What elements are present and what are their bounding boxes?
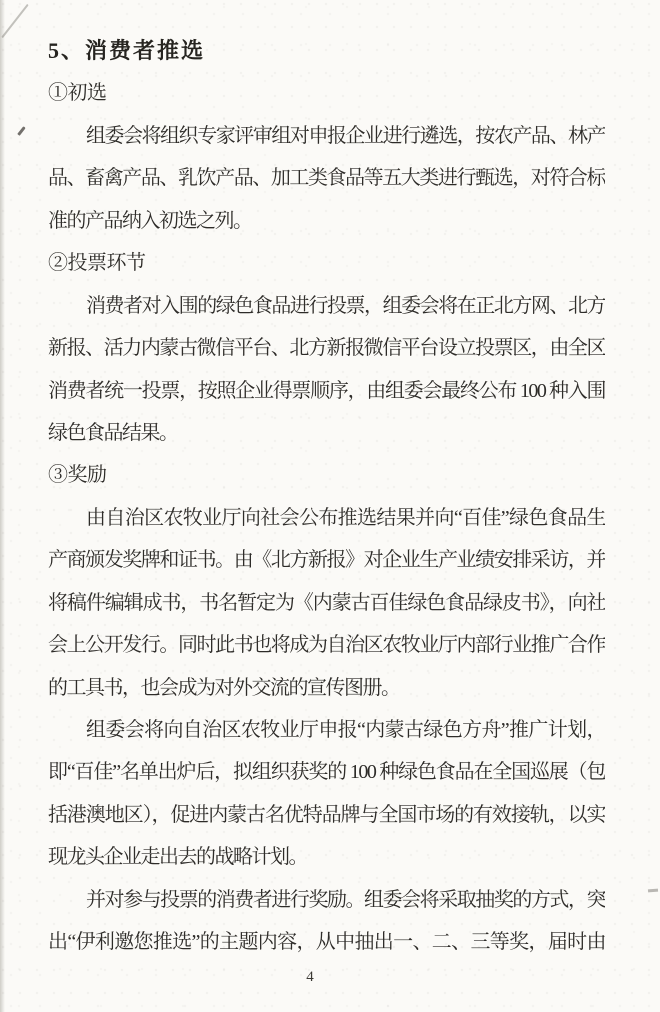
paragraph-line: 的工具书，也会成为对外交流的宣传图册。 <box>48 676 400 699</box>
section-heading: 5、消费者推选 <box>48 38 206 63</box>
paragraph-line: 产商颁发奖牌和证书。由《北方新报》对企业生产业绩安排采访，并 <box>48 549 605 572</box>
paragraph-line: 出“伊利邀您推选”的主题内容，从中抽出一、二、三等奖，届时由 <box>48 931 605 954</box>
paragraph-line: 消费者对入围的绿色食品进行投票，组委会将在正北方网、北方 <box>86 294 605 317</box>
stray-pen-mark <box>17 126 26 136</box>
paragraph-line: 由自治区农牧业厅向社会公布推选结果并向“百佳”绿色食品生 <box>86 506 605 529</box>
paragraph-line: 组委会将向自治区农牧业厅申报“内蒙古绿色方舟”推广计划， <box>86 719 605 741</box>
paragraph-line: 品、畜禽产品、乳饮产品、加工类食品等五大类进行甄选，对符合标 <box>48 167 605 190</box>
paragraph-line: 即“百佳”名单出炉后，拟组织获奖的 100 种绿色食品在全国巡展（包 <box>48 761 605 784</box>
subsection-label-3-awards: ③奖励 <box>48 464 107 487</box>
page-number: 4 <box>306 969 314 985</box>
paragraph-line: 组委会将组织专家评审组对申报企业进行遴选，按农产品、林产 <box>86 124 605 147</box>
scan-right-edge-artifact <box>648 889 658 893</box>
paragraph-line: 绿色食品结果。 <box>48 421 178 444</box>
paragraph-line: 将稿件编辑成书，书名暂定为《内蒙古百佳绿色食品绿皮书》，向社 <box>48 591 605 614</box>
paragraph-line: 新报、活力内蒙古微信平台、北方新报微信平台设立投票区，由全区 <box>48 337 605 360</box>
subsection-label-1-initial-selection: ①初选 <box>48 82 107 105</box>
paragraph-line: 准的产品纳入初选之列。 <box>48 209 252 232</box>
scan-left-edge-shadow <box>0 0 5 1012</box>
document-body <box>48 30 605 964</box>
paragraph-line: 现龙头企业走出去的战略计划。 <box>48 846 307 869</box>
paragraph-line: 消费者统一投票，按照企业得票顺序，由组委会最终公布 100 种入围 <box>48 379 605 402</box>
subsection-label-2-voting: ②投票环节 <box>48 252 146 275</box>
scan-corner-artifact <box>1 4 28 38</box>
paragraph-line: 括港澳地区），促进内蒙古名优特品牌与全国市场的有效接轨，以实 <box>48 803 605 826</box>
paragraph-line: 并对参与投票的消费者进行奖励。组委会将采取抽奖的方式，突 <box>86 888 605 911</box>
paragraph-line: 会上公开发行。同时此书也将成为自治区农牧业厅内部行业推广合作 <box>48 634 605 657</box>
